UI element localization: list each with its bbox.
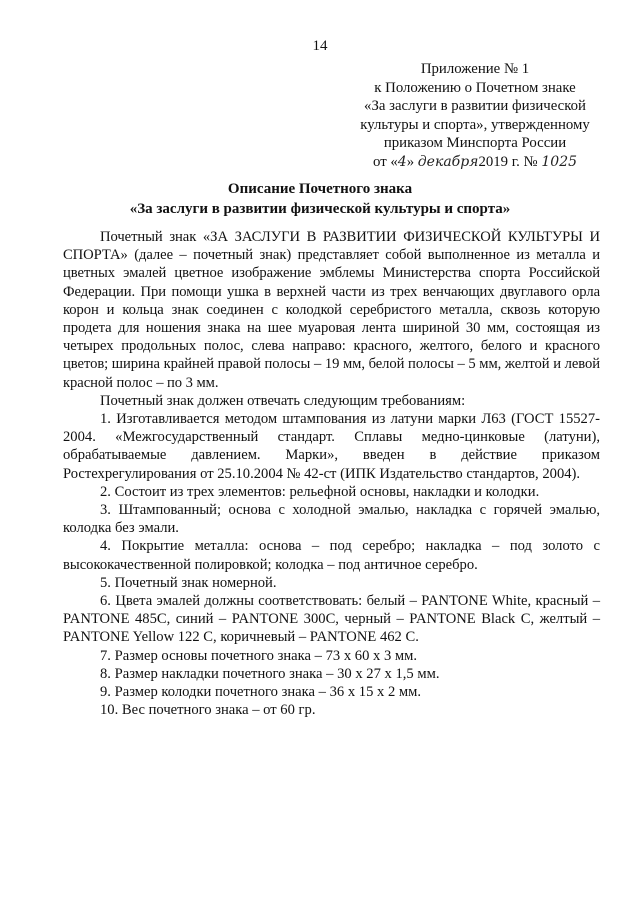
requirement-item-1: 1. Изготавливается методом штампования из латуни марки Л63 (ГОСТ 15527-2004. «Межгосударственный стандарт. Сплавы медно-цинковые (латуни), обрабатываемые давлением. Марки», введен в действие приказом Ростехрегулирования от 25.10.2004 № 42-ст (ИПК Издательство стандартов, 2004).	[63, 411, 600, 482]
requirement-item-7: 7. Размер основы почетного знака – 73 х 60 х 3 мм.	[100, 647, 418, 664]
appendix-line-1: к Положению о Почетном знаке	[374, 79, 576, 96]
appendix-line-2: «За заслуги в развитии физической	[364, 98, 586, 114]
appendix-header	[350, 60, 600, 171]
date-year: 2019 г. №	[478, 153, 542, 170]
handwritten-day: 4	[397, 153, 407, 170]
appendix-line-3: культуры и спорта», утвержденному	[360, 116, 590, 133]
requirement-item-8: 8. Размер накладки почетного знака – 30 х 27 х 1,5 мм.	[100, 665, 440, 682]
requirement-item-5: 5. Почетный знак номерной.	[100, 574, 277, 591]
handwritten-month: декабря	[417, 153, 479, 170]
date-mid: »	[406, 153, 418, 170]
appendix-line-4: приказом Минспорта России	[383, 135, 567, 151]
document-heading	[70, 179, 570, 219]
heading-line-2: «За заслуги в развитии физической культуры и спорта»	[129, 201, 511, 217]
page-number: 14	[312, 38, 328, 54]
requirement-item-10: 10. Вес почетного знака – от 60 гр.	[100, 702, 316, 719]
document-body	[63, 228, 600, 719]
appendix-title: Приложение № 1	[420, 61, 530, 77]
handwritten-order-number: 1025	[541, 153, 578, 170]
requirement-item-9: 9. Размер колодки почетного знака – 36 х 15 х 2 мм.	[100, 684, 422, 701]
description-paragraph: Почетный знак «ЗА ЗАСЛУГИ В РАЗВИТИИ ФИЗИЧЕСКОЙ КУЛЬТУРЫ И СПОРТА» (далее – почетный знак) представляет собой выполненное из металла и цветных эмалей цветное изображение эмблемы Министерства спорта Российской Федерации. При помощи ушка в верхней части из трех венчающих двуглавого орла корон и кольца знак соединен с колодкой серебристого металла, сквозь которую продета для ношения знака на шее муаровая лента шириной 30 мм, состоящая из четырех продольных полос, слева направо: красного, желтого, белого и красного цветов; ширина крайней правой полосы – 19 мм, белой полосы – 5 мм, желтой и левой красной полос – по 3 мм.	[63, 229, 600, 391]
requirement-item-6: 6. Цвета эмалей должны соответствовать: белый – PANTONE White, красный – PANTONE 485C, синий – PANTONE 300C, черный – PANTONE Black C, желтый – PANTONE Yellow 122 C, коричневый – PANTONE 462 C.	[63, 593, 600, 646]
heading-line-1: Описание Почетного знака	[227, 181, 413, 197]
requirement-item-4: 4. Покрытие металла: основа – под серебро; накладка – под золото с высококачественной полировкой; колодка – под античное серебро.	[63, 538, 600, 573]
date-prefix: от «	[372, 153, 398, 170]
appendix-date-line	[350, 153, 600, 172]
requirement-item-2: 2. Состоит из трех элементов: рельефной основы, накладки и колодки.	[100, 483, 540, 500]
requirement-item-3: 3. Штампованный; основа с холодной эмалью, накладка с горячей эмалью, колодка без эмали.	[63, 502, 600, 537]
requirements-intro: Почетный знак должен отвечать следующим требованиям:	[100, 392, 466, 409]
